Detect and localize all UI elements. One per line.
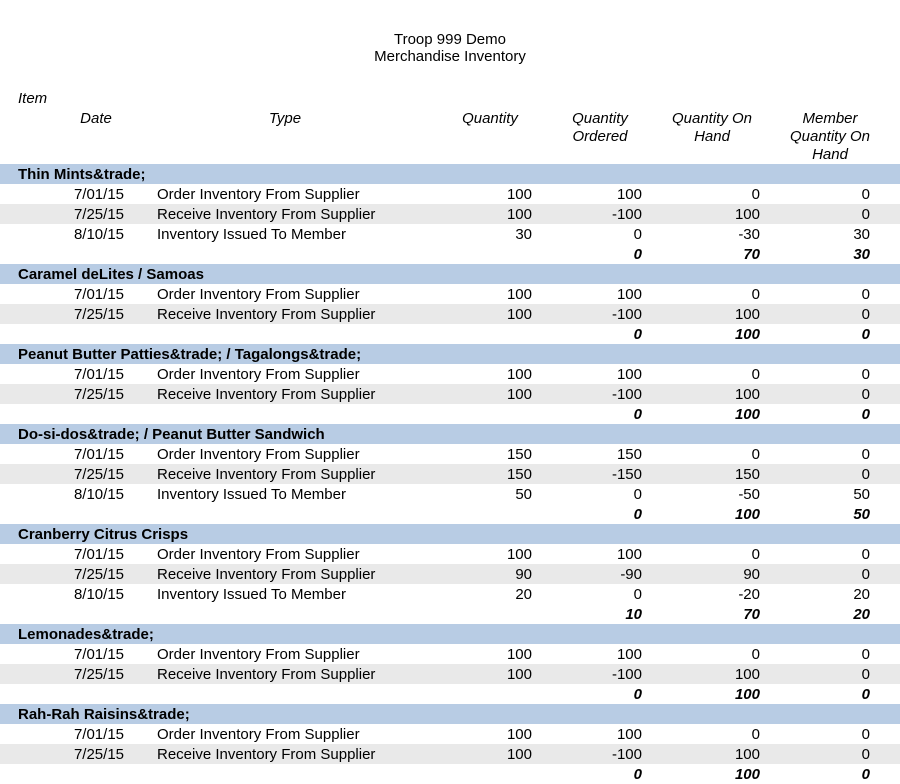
group-total-row <box>0 504 900 524</box>
cell-mqoh: 0 <box>861 306 870 323</box>
cell-qord: 100 <box>616 646 642 663</box>
total-mqoh: 20 <box>853 606 870 623</box>
cell-type: Inventory Issued To Member <box>157 486 346 503</box>
cell-qoh: 0 <box>751 646 760 663</box>
total-mqoh: 0 <box>861 686 870 703</box>
cell-qoh: 100 <box>734 666 760 683</box>
cell-type: Receive Inventory From Supplier <box>157 466 376 483</box>
report-title: Merchandise Inventory <box>374 48 526 65</box>
cell-qty: 20 <box>515 586 532 603</box>
total-qoh: 100 <box>734 686 760 703</box>
cell-date: 8/10/15 <box>73 586 124 603</box>
cell-mqoh: 0 <box>861 386 870 403</box>
table-row <box>0 284 900 304</box>
cell-qoh: 150 <box>734 466 760 483</box>
cell-type: Order Inventory From Supplier <box>157 366 360 383</box>
cell-qoh: 100 <box>734 746 760 763</box>
header-quantity: Quantity <box>462 110 518 127</box>
cell-qord: -100 <box>611 666 642 683</box>
cell-mqoh: 0 <box>861 646 870 663</box>
cell-qoh: 100 <box>734 206 760 223</box>
cell-mqoh: 0 <box>861 466 870 483</box>
cell-type: Order Inventory From Supplier <box>157 286 360 303</box>
cell-mqoh: 0 <box>861 546 870 563</box>
total-mqoh: 0 <box>861 326 870 343</box>
cell-date: 7/25/15 <box>73 666 124 683</box>
table-row <box>0 304 900 324</box>
cell-qoh: 0 <box>751 186 760 203</box>
cell-type: Receive Inventory From Supplier <box>157 566 376 583</box>
cell-qoh: -20 <box>738 586 760 603</box>
cell-qoh: 0 <box>751 726 760 743</box>
group-name: Peanut Butter Patties&trade; / Tagalongs&trade; <box>18 346 362 363</box>
cell-type: Receive Inventory From Supplier <box>157 386 376 403</box>
cell-qty: 100 <box>506 746 532 763</box>
cell-qoh: 0 <box>751 546 760 563</box>
cell-qty: 100 <box>506 186 532 203</box>
cell-type: Order Inventory From Supplier <box>157 186 360 203</box>
cell-qty: 90 <box>515 566 532 583</box>
cell-qty: 100 <box>506 646 532 663</box>
group-total-row <box>0 764 900 784</box>
cell-qty: 100 <box>506 546 532 563</box>
total-qoh: 100 <box>734 506 760 523</box>
cell-date: 7/01/15 <box>73 366 124 383</box>
cell-date: 7/01/15 <box>73 446 124 463</box>
group-total-row <box>0 324 900 344</box>
cell-qty: 100 <box>506 306 532 323</box>
cell-qord: -100 <box>611 386 642 403</box>
cell-qty: 150 <box>506 446 532 463</box>
cell-date: 8/10/15 <box>73 226 124 243</box>
total-mqoh: 0 <box>861 766 870 783</box>
table-row <box>0 444 900 464</box>
inventory-table <box>0 164 900 784</box>
cell-qord: -90 <box>620 566 642 583</box>
cell-qty: 30 <box>515 226 532 243</box>
cell-qoh: -50 <box>738 486 760 503</box>
group-name: Rah-Rah Raisins&trade; <box>18 706 190 723</box>
table-row <box>0 744 900 764</box>
header-item: Item <box>18 90 48 107</box>
total-qoh: 70 <box>743 246 760 263</box>
cell-qty: 150 <box>506 466 532 483</box>
cell-mqoh: 0 <box>861 726 870 743</box>
header-member-quantity-on-hand: Member Quantity On Hand <box>789 110 871 163</box>
cell-qord: 0 <box>633 586 642 603</box>
cell-qty: 100 <box>506 286 532 303</box>
cell-date: 7/25/15 <box>73 466 124 483</box>
group-total-row <box>0 404 900 424</box>
table-row <box>0 464 900 484</box>
group-total-row <box>0 244 900 264</box>
cell-date: 7/25/15 <box>73 746 124 763</box>
cell-type: Order Inventory From Supplier <box>157 726 360 743</box>
total-qoh: 100 <box>734 766 760 783</box>
cell-qord: 100 <box>616 366 642 383</box>
total-qoh: 70 <box>743 606 760 623</box>
cell-qord: -100 <box>611 306 642 323</box>
cell-type: Order Inventory From Supplier <box>157 446 360 463</box>
cell-mqoh: 50 <box>853 486 870 503</box>
total-qord: 10 <box>625 606 642 623</box>
total-qord: 0 <box>633 766 642 783</box>
total-qord: 0 <box>633 246 642 263</box>
cell-qord: -150 <box>611 466 642 483</box>
cell-mqoh: 0 <box>861 366 870 383</box>
cell-qoh: 0 <box>751 286 760 303</box>
total-qoh: 100 <box>734 406 760 423</box>
cell-qord: -100 <box>611 746 642 763</box>
cell-qord: -100 <box>611 206 642 223</box>
total-mqoh: 50 <box>853 506 870 523</box>
cell-mqoh: 30 <box>853 226 870 243</box>
cell-type: Receive Inventory From Supplier <box>157 306 376 323</box>
header-quantity-on-hand: Quantity On Hand <box>671 110 753 145</box>
cell-type: Receive Inventory From Supplier <box>157 206 376 223</box>
table-row <box>0 184 900 204</box>
cell-type: Inventory Issued To Member <box>157 226 346 243</box>
cell-date: 7/25/15 <box>73 386 124 403</box>
cell-date: 7/01/15 <box>73 186 124 203</box>
cell-qord: 100 <box>616 186 642 203</box>
cell-qord: 100 <box>616 286 642 303</box>
table-row <box>0 724 900 744</box>
header-quantity-ordered: Quantity Ordered <box>572 110 628 145</box>
cell-qty: 100 <box>506 666 532 683</box>
group-header-row <box>0 264 900 284</box>
group-header-row <box>0 424 900 444</box>
table-row <box>0 204 900 224</box>
cell-type: Order Inventory From Supplier <box>157 546 360 563</box>
table-row <box>0 664 900 684</box>
total-mqoh: 30 <box>853 246 870 263</box>
cell-qty: 100 <box>506 366 532 383</box>
group-name: Cranberry Citrus Crisps <box>18 526 189 543</box>
cell-qoh: 100 <box>734 306 760 323</box>
cell-date: 7/01/15 <box>73 646 124 663</box>
header-date: Date <box>80 110 112 127</box>
cell-date: 7/25/15 <box>73 306 124 323</box>
table-row <box>0 364 900 384</box>
group-name: Do-si-dos&trade; / Peanut Butter Sandwich <box>18 426 325 443</box>
cell-date: 7/01/15 <box>73 286 124 303</box>
cell-qoh: 90 <box>743 566 760 583</box>
cell-type: Order Inventory From Supplier <box>157 646 360 663</box>
cell-date: 7/25/15 <box>73 566 124 583</box>
cell-qord: 0 <box>633 486 642 503</box>
cell-qty: 100 <box>506 386 532 403</box>
cell-qoh: 100 <box>734 386 760 403</box>
cell-qord: 0 <box>633 226 642 243</box>
cell-date: 8/10/15 <box>73 486 124 503</box>
table-row <box>0 544 900 564</box>
group-header-row <box>0 524 900 544</box>
group-header-row <box>0 344 900 364</box>
cell-qty: 50 <box>515 486 532 503</box>
cell-date: 7/01/15 <box>73 546 124 563</box>
total-qord: 0 <box>633 506 642 523</box>
total-qord: 0 <box>633 406 642 423</box>
group-total-row <box>0 604 900 624</box>
group-header-row <box>0 164 900 184</box>
cell-mqoh: 0 <box>861 566 870 583</box>
table-row <box>0 644 900 664</box>
cell-mqoh: 0 <box>861 206 870 223</box>
cell-qty: 100 <box>506 726 532 743</box>
table-row <box>0 484 900 504</box>
table-row <box>0 224 900 244</box>
cell-qord: 100 <box>616 726 642 743</box>
group-name: Lemonades&trade; <box>18 626 154 643</box>
cell-date: 7/25/15 <box>73 206 124 223</box>
table-row <box>0 384 900 404</box>
total-qoh: 100 <box>734 326 760 343</box>
cell-mqoh: 0 <box>861 446 870 463</box>
cell-mqoh: 0 <box>861 186 870 203</box>
cell-mqoh: 0 <box>861 666 870 683</box>
cell-date: 7/01/15 <box>73 726 124 743</box>
cell-type: Inventory Issued To Member <box>157 586 346 603</box>
cell-qty: 100 <box>506 206 532 223</box>
cell-qoh: 0 <box>751 446 760 463</box>
cell-type: Receive Inventory From Supplier <box>157 666 376 683</box>
total-qord: 0 <box>633 326 642 343</box>
cell-mqoh: 0 <box>861 286 870 303</box>
header-type: Type <box>268 110 302 127</box>
cell-qoh: -30 <box>738 226 760 243</box>
report-org: Troop 999 Demo <box>393 31 506 48</box>
group-name: Caramel deLites / Samoas <box>18 266 204 283</box>
table-row <box>0 584 900 604</box>
cell-type: Receive Inventory From Supplier <box>157 746 376 763</box>
total-mqoh: 0 <box>861 406 870 423</box>
group-header-row <box>0 624 900 644</box>
group-total-row <box>0 684 900 704</box>
cell-mqoh: 20 <box>853 586 870 603</box>
cell-qord: 150 <box>616 446 642 463</box>
cell-qoh: 0 <box>751 366 760 383</box>
cell-qord: 100 <box>616 546 642 563</box>
cell-mqoh: 0 <box>861 746 870 763</box>
group-header-row <box>0 704 900 724</box>
table-row <box>0 564 900 584</box>
total-qord: 0 <box>633 686 642 703</box>
group-name: Thin Mints&trade; <box>18 166 146 183</box>
